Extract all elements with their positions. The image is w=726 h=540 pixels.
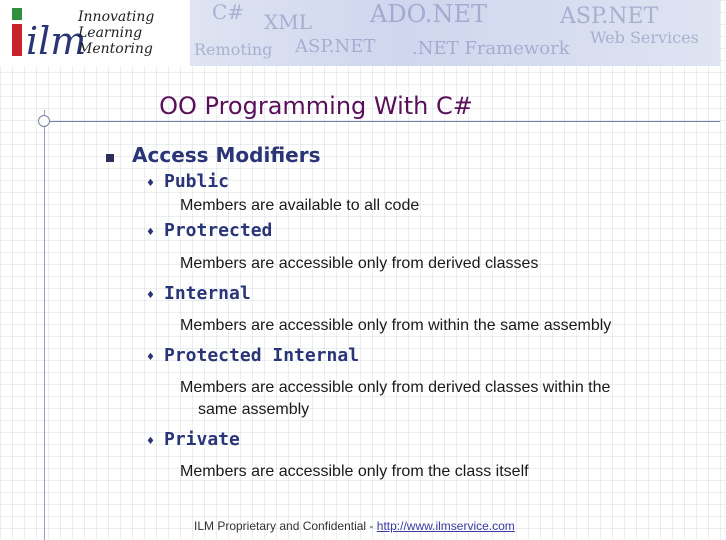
modifier-description-continued: same assembly: [198, 401, 310, 418]
diamond-bullet-icon: ♦: [146, 290, 155, 301]
section-heading: Access Modifiers: [132, 143, 321, 167]
watermark-term: Remoting: [194, 40, 273, 59]
modifier-description: Members are accessible only from derived classes: [180, 255, 539, 272]
footer-text: ILM Proprietary and Confidential -: [194, 519, 377, 533]
footer-link[interactable]: http://www.ilmservice.com: [376, 519, 515, 533]
modifier-description: Members are accessible only from the class itself: [180, 463, 529, 480]
watermark-term: ASP.NET: [560, 4, 659, 29]
diamond-bullet-icon: ♦: [146, 178, 155, 189]
modifier-description: Members are accessible only from within the same assembly: [180, 317, 612, 334]
ilm-logo: [0, 0, 190, 66]
logo-tagline-line: Mentoring: [78, 41, 153, 57]
title-rule-vertical: [44, 110, 45, 540]
logo-tagline-line: Learning: [78, 25, 143, 41]
modifier-name: Internal: [164, 283, 251, 304]
header-watermark-band: [190, 0, 720, 66]
watermark-term: Web Services: [590, 28, 699, 47]
title-rule: [44, 121, 720, 122]
logo-tagline: [78, 9, 154, 57]
svg-text:ilm: ilm: [26, 19, 87, 63]
modifier-name: Private: [164, 429, 240, 450]
slide-title: OO Programming With C#: [159, 92, 473, 120]
logo-tagline-line: Innovating: [78, 9, 155, 25]
watermark-term: ASP.NET: [295, 36, 376, 57]
modifier-name: Protected Internal: [164, 345, 360, 366]
ilm-logo-mark-icon: [12, 4, 87, 63]
watermark-term: ADO.NET: [370, 0, 487, 28]
watermark-term: C#: [212, 0, 245, 24]
slide-header: [0, 0, 720, 66]
watermark-term: .NET Framework: [412, 38, 570, 59]
slide-footer: [194, 519, 515, 533]
diamond-bullet-icon: ♦: [146, 227, 155, 238]
watermark-term: XML: [264, 10, 312, 34]
diamond-bullet-icon: ♦: [146, 436, 155, 447]
square-bullet-icon: [106, 154, 114, 162]
modifier-name: Protrected: [164, 220, 273, 241]
modifier-name: Public: [164, 171, 230, 192]
modifier-description: Members are available to all code: [180, 197, 420, 214]
modifier-description: Members are accessible only from derived classes within the: [180, 379, 611, 396]
diamond-bullet-icon: ♦: [146, 352, 155, 363]
